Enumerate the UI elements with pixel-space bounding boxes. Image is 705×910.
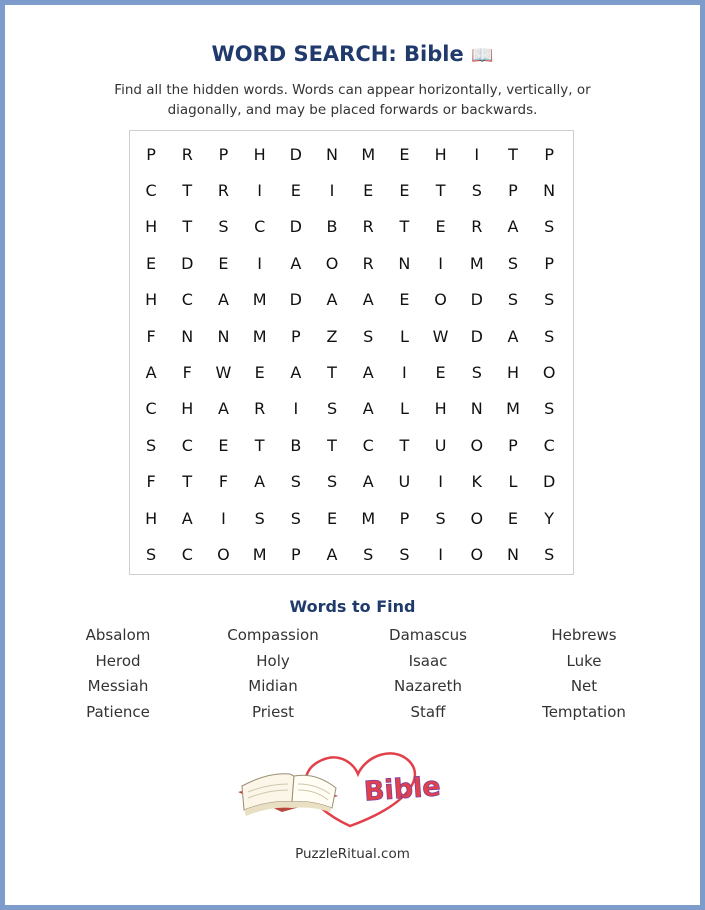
grid-cell: R [254, 399, 266, 419]
grid-cell: P [544, 144, 554, 164]
grid-cell: S [363, 326, 374, 346]
word-item: Herod [95, 651, 141, 670]
grid-cell: I [221, 508, 226, 528]
grid-cell: D [289, 290, 302, 310]
grid-cell: E [326, 508, 338, 528]
grid-cell: N [543, 181, 556, 201]
grid-cell: D [289, 144, 302, 164]
word-item: Luke [566, 651, 602, 670]
grid-cell: S [544, 217, 555, 237]
grid-cell: N [398, 253, 411, 273]
grid-cell: D [181, 253, 194, 273]
grid-cell: E [507, 508, 519, 528]
grid-cell: A [290, 363, 302, 383]
grid-cell: R [471, 217, 483, 237]
grid-cell: P [508, 181, 518, 201]
grid-cell: C [181, 544, 193, 564]
grid-cell: B [290, 435, 302, 455]
grid-cell: T [254, 435, 265, 455]
grid-cell: H [253, 144, 266, 164]
grid-cell: E [146, 253, 157, 273]
page-title [0, 42, 705, 66]
grid-cell: I [329, 181, 335, 201]
grid-cell: O [217, 544, 230, 564]
grid-cell: R [181, 144, 193, 164]
grid-cell: I [438, 253, 443, 273]
grid-cell: T [182, 217, 193, 237]
grid-cell: A [254, 472, 266, 492]
grid-cell: T [508, 144, 518, 164]
grid-cell: E [218, 435, 229, 455]
grid-cell: S [507, 253, 519, 273]
grid-cell: K [471, 472, 483, 492]
grid-cell: E [435, 217, 446, 237]
grid-cell: D [289, 217, 302, 237]
grid-cell: A [507, 217, 519, 237]
grid-cell: H [434, 399, 447, 419]
logo-text: Bible [362, 771, 442, 808]
grid-cell: N [506, 544, 519, 564]
grid-cell: P [291, 326, 301, 346]
grid-cell: E [363, 181, 374, 201]
grid-cell: O [470, 508, 484, 528]
grid-cell: S [218, 217, 229, 237]
grid-cell: I [257, 253, 263, 273]
grid-cell: S [544, 290, 555, 310]
grid-cell: O [470, 544, 484, 564]
word-item: Damascus [389, 626, 467, 644]
grid-cell: S [544, 326, 555, 346]
grid-cell: H [434, 144, 447, 164]
grid-cell: D [470, 326, 483, 346]
grid-cell: W [215, 363, 232, 383]
grid-cell: N [326, 144, 339, 164]
grid-cell: A [362, 290, 374, 310]
grid-cell: R [362, 217, 374, 237]
word-item: Isaac [408, 651, 448, 670]
grid-cell: S [146, 435, 157, 455]
grid-cell: P [399, 508, 410, 528]
grid-cell: A [181, 508, 193, 528]
word-item: Compassion [227, 626, 319, 644]
grid-cell: H [145, 217, 158, 237]
grid-cell: A [326, 544, 338, 564]
grid-cell: R [217, 181, 230, 201]
footer-site: PuzzleRitual.com [295, 846, 410, 862]
grid-cell: A [362, 472, 374, 492]
grid-cell: F [182, 363, 192, 383]
word-item: Nazareth [394, 677, 462, 696]
grid-cell: S [254, 508, 265, 528]
grid-cell: C [543, 435, 555, 455]
word-item: Absalom [85, 626, 151, 644]
grid-cell: S [544, 399, 555, 419]
grid-cell: O [542, 363, 556, 383]
grid-cell: M [506, 399, 520, 419]
word-item: Holy [256, 651, 290, 670]
grid-cell: M [361, 144, 376, 164]
grid-cell: S [507, 290, 519, 310]
grid-cell: E [435, 363, 446, 383]
grid-cell: T [182, 472, 193, 492]
grid-cell: F [218, 472, 229, 492]
grid-cell: C [145, 181, 157, 201]
grid-cell: U [398, 472, 411, 492]
instructions: Find all the hidden words. Words can appear horizontally, vertically, or diagonally, and may be placed forwards or backwards. [114, 82, 591, 118]
grid-cell: S [326, 472, 338, 492]
word-item: Messiah [87, 677, 149, 696]
grid-cell: T [327, 363, 337, 383]
open-book-icon [238, 774, 338, 816]
grid-cell: N [217, 326, 230, 346]
grid-cell: C [145, 399, 157, 419]
grid-cell: D [470, 290, 483, 310]
grid-cell: C [362, 435, 374, 455]
grid-cell: T [399, 217, 410, 237]
title-text: WORD SEARCH: Bible [211, 42, 464, 66]
grid-cell: N [181, 326, 194, 346]
grid-cell: M [252, 326, 267, 346]
grid-cell: I [438, 544, 443, 564]
word-list [0, 626, 705, 736]
grid-cell: P [508, 435, 518, 455]
grid-cell: S [290, 472, 301, 492]
grid-cell: L [508, 472, 518, 492]
bible-logo-graphic [232, 742, 472, 834]
grid-cell: H [506, 363, 519, 383]
grid-cell: A [507, 326, 519, 346]
grid-cell: B [326, 217, 338, 237]
grid-cell: S [435, 508, 446, 528]
grid-cell: U [434, 435, 447, 455]
grid-cell: F [146, 472, 156, 492]
grid-cell: T [182, 181, 193, 201]
grid-cell: T [399, 435, 410, 455]
grid-cell: C [181, 435, 193, 455]
grid-cell: E [290, 181, 301, 201]
grid-cell: N [470, 399, 483, 419]
grid-cell: E [399, 144, 410, 164]
grid-cell: L [399, 399, 409, 419]
bible-logo [232, 742, 472, 834]
grid-cell: E [218, 253, 229, 273]
grid-cell: S [544, 544, 555, 564]
grid-cell: H [145, 508, 158, 528]
word-item: Patience [86, 703, 150, 722]
grid-cell: H [145, 290, 158, 310]
grid-cell: E [399, 290, 410, 310]
grid-cell: P [544, 253, 554, 273]
open-book-icon: 📖 [471, 45, 494, 66]
letter-grid [133, 136, 567, 573]
grid-cell: R [362, 253, 374, 273]
grid-cell: I [257, 181, 263, 201]
word-item: Hebrews [551, 626, 617, 644]
grid-cell: A [290, 253, 302, 273]
grid-cell: F [146, 326, 156, 346]
word-item: Midian [248, 677, 298, 696]
grid-cell: Y [544, 508, 555, 528]
word-item: Temptation [542, 703, 626, 722]
grid-cell: S [290, 508, 301, 528]
grid-cell: S [326, 399, 338, 419]
grid-cell: W [432, 326, 449, 346]
words-heading: Words to Find [289, 597, 416, 616]
grid-cell: M [252, 290, 267, 310]
grid-cell: T [435, 181, 446, 201]
grid-cell: E [399, 181, 410, 201]
grid-cell: I [402, 363, 407, 383]
word-item: Net [570, 677, 598, 696]
grid-cell: I [293, 399, 299, 419]
grid-cell: P [218, 144, 229, 164]
grid-cell: D [542, 472, 556, 492]
grid-cell: C [254, 217, 266, 237]
grid-cell: L [399, 326, 409, 346]
grid-cell: S [363, 544, 374, 564]
grid-cell: A [362, 363, 374, 383]
grid-cell: T [327, 435, 337, 455]
grid-cell: P [291, 544, 301, 564]
grid-cell: A [217, 290, 229, 310]
word-item: Priest [251, 703, 295, 722]
grid-cell: I [438, 472, 443, 492]
grid-cell: O [470, 435, 484, 455]
grid-cell: A [145, 363, 157, 383]
grid-cell: S [146, 544, 157, 564]
grid-cell: S [471, 181, 482, 201]
grid-cell: O [325, 253, 339, 273]
grid-cell: C [181, 290, 193, 310]
grid-cell: P [146, 144, 156, 164]
grid-cell: M [252, 544, 267, 564]
grid-cell: E [254, 363, 265, 383]
grid-cell: I [474, 144, 480, 164]
word-item: Staff [410, 703, 446, 722]
grid-cell: A [217, 399, 229, 419]
grid-cell: O [434, 290, 447, 310]
grid-cell: M [469, 253, 484, 273]
grid-cell: A [326, 290, 338, 310]
grid-cell: S [399, 544, 410, 564]
grid-cell: Z [326, 326, 338, 346]
grid-cell: H [181, 399, 194, 419]
grid-cell: M [361, 508, 376, 528]
grid-cell: S [471, 363, 482, 383]
grid-cell: A [362, 399, 374, 419]
